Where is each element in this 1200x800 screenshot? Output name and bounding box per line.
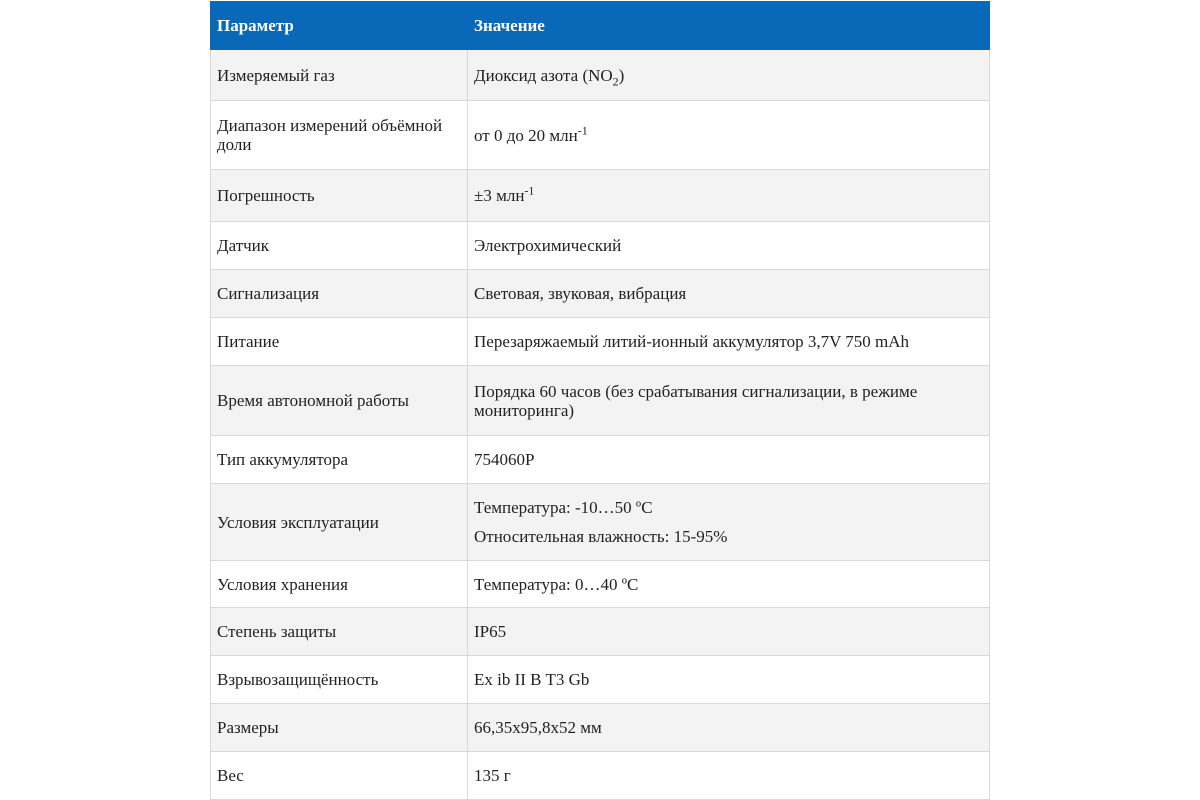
value-text: от 0 до 20 млн: [474, 125, 578, 145]
header-parameter: Параметр: [211, 2, 468, 50]
table-row: [211, 318, 990, 366]
param-cell: Условия эксплуатации: [211, 484, 468, 561]
param-cell: Сигнализация: [211, 270, 468, 318]
value-cell: 135 г: [468, 752, 990, 800]
param-cell: Измеряемый газ: [211, 50, 468, 101]
value-cell: [468, 170, 990, 222]
header-value: Значение: [468, 2, 990, 50]
table-row: [211, 608, 990, 656]
value-text: Диоксид азота (NO: [474, 65, 613, 85]
value-cell: 66,35х95,8х52 мм: [468, 704, 990, 752]
table-row: [211, 436, 990, 484]
param-cell: Вес: [211, 752, 468, 800]
param-cell: Датчик: [211, 222, 468, 270]
table-row: [211, 752, 990, 800]
param-cell: Время автономной работы: [211, 366, 468, 436]
table-header-row: [211, 2, 990, 50]
value-cell: Температура: 0…40 ºC: [468, 561, 990, 608]
table-row: [211, 270, 990, 318]
param-cell: Степень защиты: [211, 608, 468, 656]
value-cell: Ex ib II B T3 Gb: [468, 656, 990, 704]
table-row: [211, 50, 990, 101]
value-cell: Перезаряжаемый литий-ионный аккумулятор 3,7V 750 mAh: [468, 318, 990, 366]
param-cell: Диапазон измерений объёмной доли: [211, 101, 468, 170]
param-cell: Размеры: [211, 704, 468, 752]
value-cell: IP65: [468, 608, 990, 656]
table-row: [211, 656, 990, 704]
table-row: [211, 366, 990, 436]
table-row: [211, 704, 990, 752]
value-text: ±3 млн: [474, 186, 525, 205]
value-cell: Порядка 60 часов (без срабатывания сигнализации, в режиме мониторинга): [468, 366, 990, 436]
table-row: [211, 170, 990, 222]
param-cell: Взрывозащищённость: [211, 656, 468, 704]
table-row: [211, 561, 990, 608]
value-cell: 754060P: [468, 436, 990, 484]
value-cell: [468, 484, 990, 561]
param-cell: Погрешность: [211, 170, 468, 222]
value-cell: Электрохимический: [468, 222, 990, 270]
value-line-temperature: Температура: -10…50 ºC: [474, 498, 653, 517]
value-superscript: -1: [524, 183, 535, 198]
table-row: [211, 222, 990, 270]
param-cell: Условия хранения: [211, 561, 468, 608]
value-text-end: ): [618, 65, 625, 85]
value-cell: Световая, звуковая, вибрация: [468, 270, 990, 318]
specifications-table: [210, 1, 990, 800]
param-cell: Питание: [211, 318, 468, 366]
table-row: [211, 484, 990, 561]
value-cell: [468, 101, 990, 170]
value-cell: [468, 50, 990, 101]
param-cell: Тип аккумулятора: [211, 436, 468, 484]
value-line-humidity: Относительная влажность: 15-95%: [474, 527, 728, 546]
table-row: [211, 101, 990, 170]
value-superscript: -1: [577, 122, 588, 137]
value-subscript: 2: [612, 73, 619, 88]
